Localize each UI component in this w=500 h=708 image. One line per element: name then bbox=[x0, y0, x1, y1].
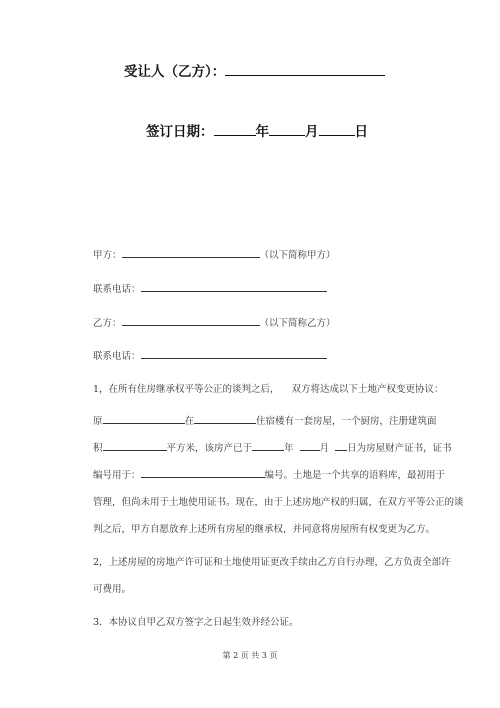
clause-1-line-3 bbox=[93, 467, 445, 481]
text-day-cert: 日为房屋财产证书，证书 bbox=[347, 443, 452, 454]
party-b-note: （以下简称乙方） bbox=[259, 318, 336, 329]
owner-blank bbox=[103, 413, 185, 424]
transferee-line bbox=[124, 60, 385, 80]
year-label: 年 bbox=[255, 124, 269, 140]
party-a-blank bbox=[122, 247, 260, 258]
text-at: 在 bbox=[184, 416, 195, 427]
text-sqm: 平方米，该房产已于 bbox=[166, 443, 253, 454]
day-blank bbox=[319, 123, 355, 136]
party-a-label: 甲方： bbox=[93, 250, 122, 261]
clause-2-line-2: 可费用。 bbox=[93, 584, 132, 595]
page-footer: 第 2 页 共 3 页 bbox=[222, 651, 278, 660]
party-b-line bbox=[93, 315, 336, 329]
cert-day-blank bbox=[335, 440, 347, 451]
phone-line-1 bbox=[93, 281, 327, 295]
cert-month-blank bbox=[300, 440, 320, 451]
clause-1-intro-a: 1，在所有住房继承权平等公正的谈判之后， bbox=[93, 384, 280, 395]
location-blank bbox=[194, 413, 256, 424]
year-blank bbox=[214, 123, 256, 136]
month-blank bbox=[269, 123, 305, 136]
clause-2-line-1: 2，上述房屋的房地产许可证和土地使用证更改手续由乙方自行办理，乙方负责全部许 bbox=[93, 557, 451, 568]
text-dorm-house: 住宿楼有一套房屋，一个厨房，注册建筑面 bbox=[256, 416, 437, 427]
clause-1-line-1 bbox=[93, 413, 437, 427]
clause-1-line-5: 判之后，甲方自愿放弃上述所有房屋的继承权，并同意将房屋所有权变更为乙方。 bbox=[93, 524, 436, 535]
text-area: 积 bbox=[93, 443, 103, 454]
text-original: 原 bbox=[93, 416, 103, 427]
clause-1-intro-b: 双方将达成以下土地产权变更协议： bbox=[291, 384, 444, 395]
day-label: 日 bbox=[354, 124, 368, 140]
month-label: 月 bbox=[305, 124, 319, 140]
phone-blank-2 bbox=[141, 348, 327, 359]
text-year: 年 bbox=[284, 443, 294, 454]
party-b-blank bbox=[122, 315, 260, 326]
transferee-label: 受让人（乙方）： bbox=[124, 64, 226, 80]
area-blank bbox=[103, 440, 167, 451]
text-number-used: 编号用于： bbox=[93, 470, 141, 481]
transferee-blank bbox=[225, 63, 385, 76]
party-a-line bbox=[93, 247, 336, 261]
phone-label-2: 联系电话： bbox=[93, 351, 141, 362]
sign-date-label: 签订日期： bbox=[146, 124, 214, 140]
clause-3: 3．本协议自甲乙双方签字之日起生效并经公证。 bbox=[93, 617, 299, 628]
clause-1-intro bbox=[93, 381, 444, 395]
party-b-label: 乙方： bbox=[93, 318, 122, 329]
cert-year-blank bbox=[252, 440, 284, 451]
clause-1-line-4: 管理，但尚未用于土地使用证书。现在，由于上述房地产权的归属，在双方平等公正的谈 bbox=[93, 497, 464, 508]
text-number-land: 编号。土地是一个共享的语料库，最初用于 bbox=[264, 470, 446, 481]
party-a-note: （以下简称甲方） bbox=[259, 250, 336, 261]
clause-1-line-2 bbox=[93, 440, 452, 454]
text-month: 月 bbox=[319, 443, 330, 454]
cert-number-blank bbox=[141, 467, 265, 478]
phone-blank-1 bbox=[141, 281, 327, 292]
sign-date-line bbox=[146, 120, 368, 140]
phone-label-1: 联系电话： bbox=[93, 284, 141, 295]
phone-line-2 bbox=[93, 348, 327, 362]
